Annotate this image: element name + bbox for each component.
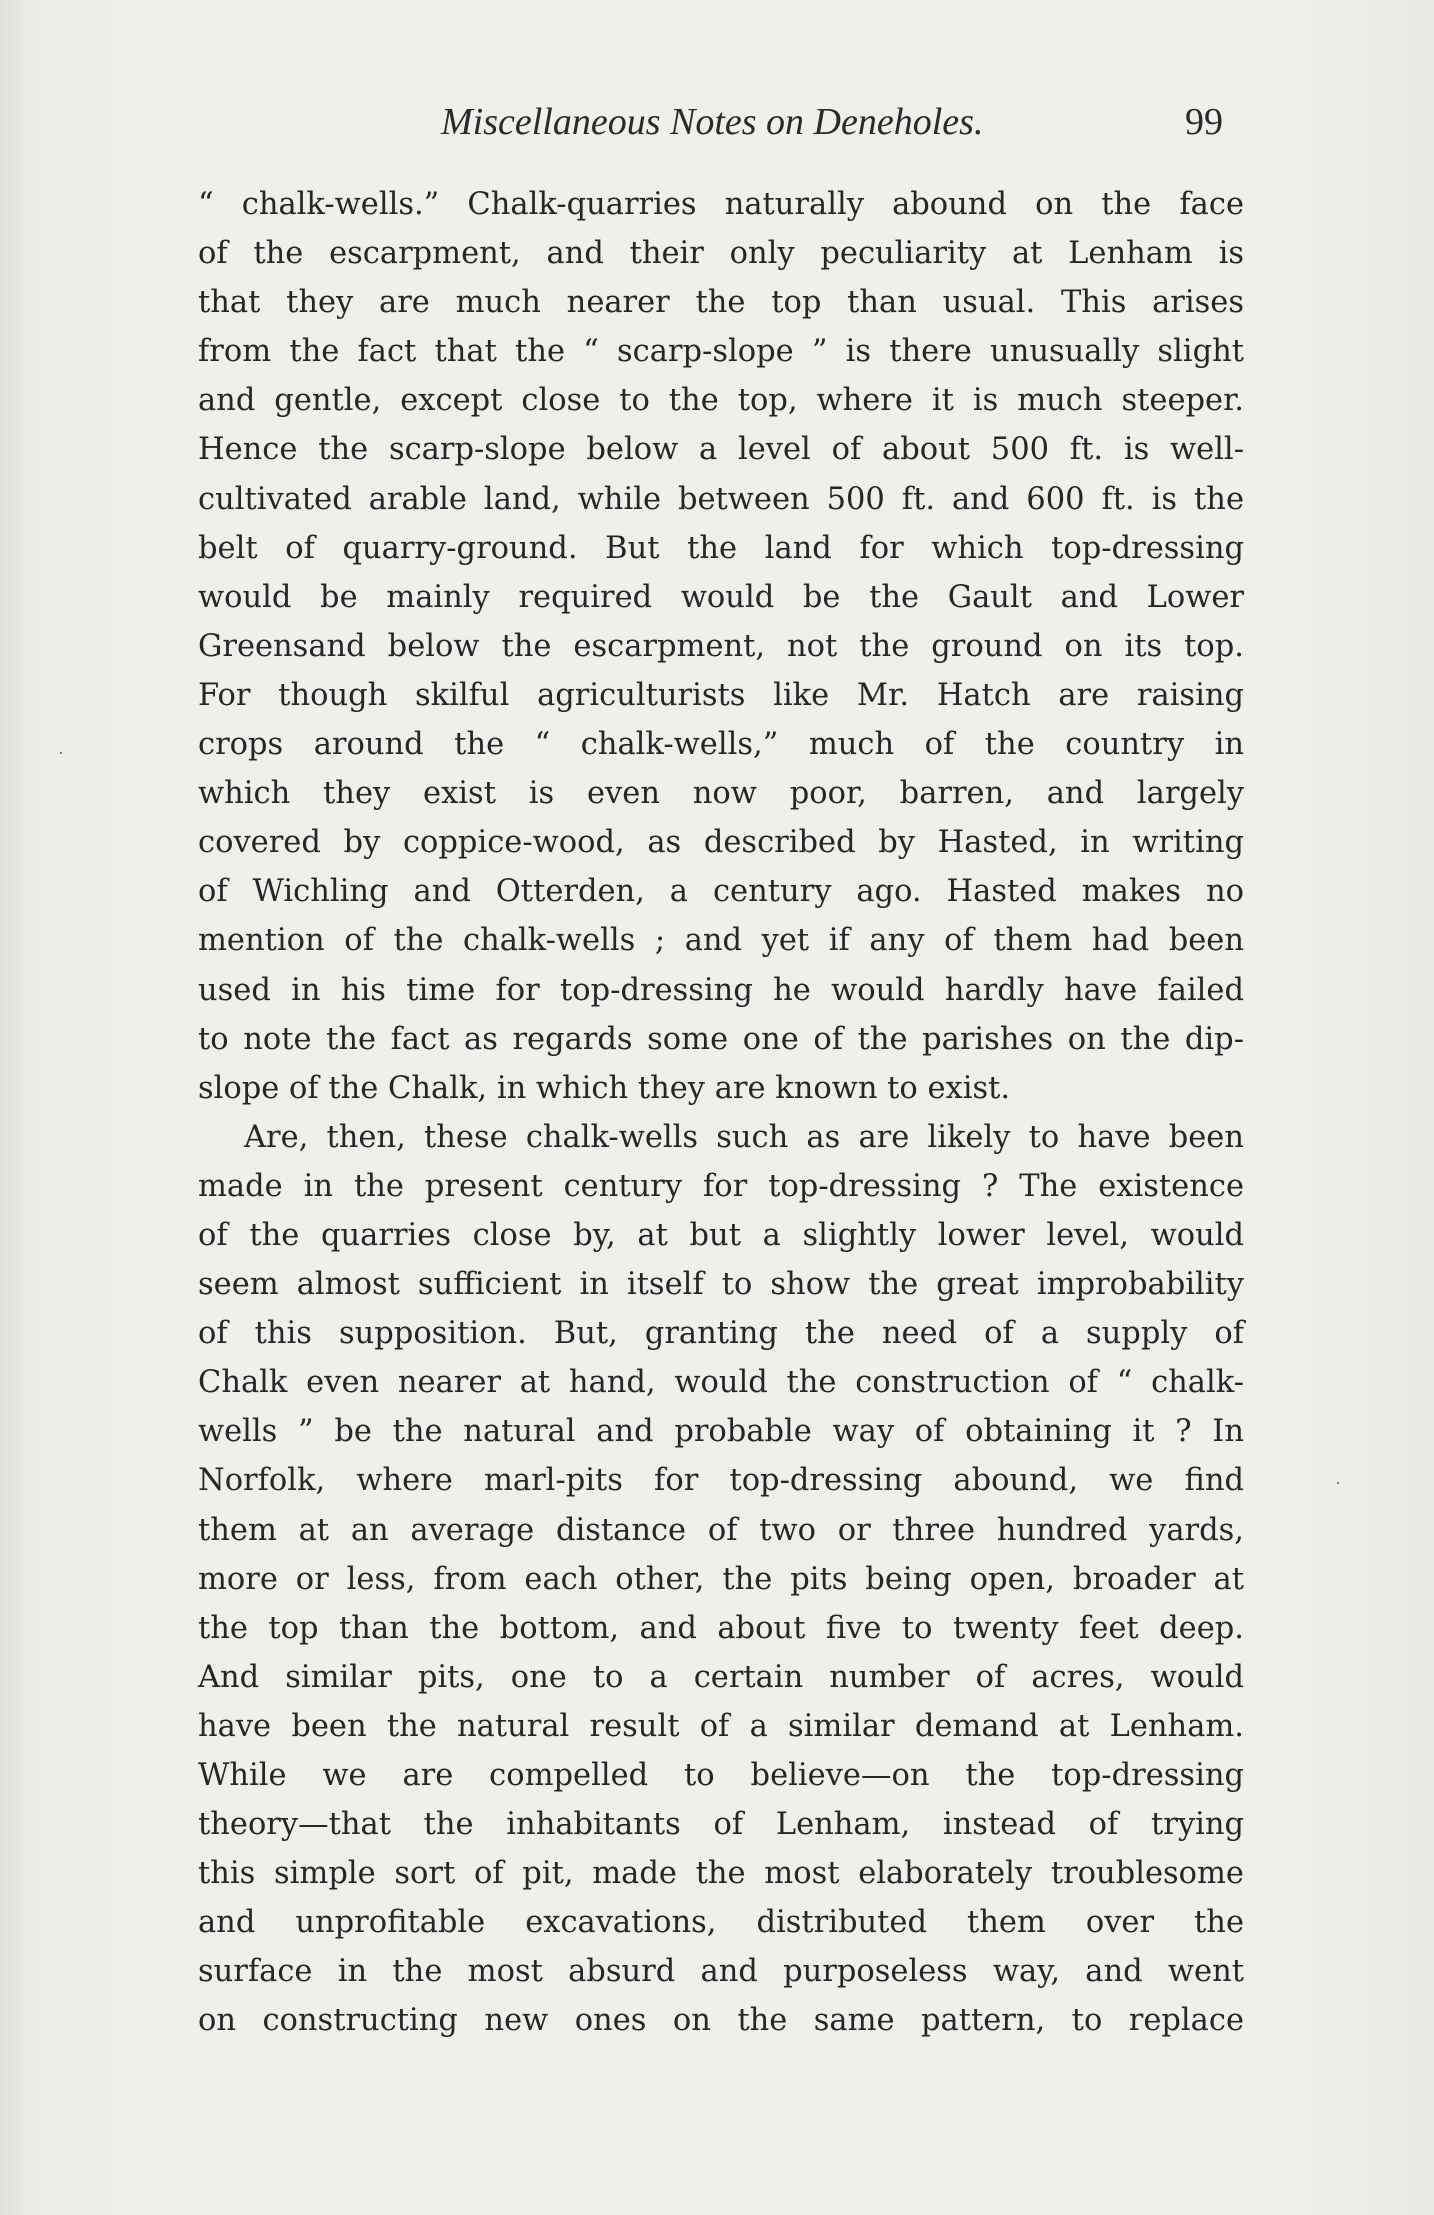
text-line: crops around the “ chalk-wells,” much of the country in [198, 727, 1244, 763]
page-number: 99 [1185, 101, 1223, 143]
text-line: Greensand below the escarpment, not the ground on its top. [198, 628, 1244, 664]
text-line: For though skilful agriculturists like Mr. Hatch are raising [198, 677, 1244, 713]
text-line: theory—that the inhabitants of Lenham, instead of trying [198, 1807, 1244, 1843]
text-line: cultivated arable land, while between 500 ft. and 600 ft. is the [198, 481, 1244, 517]
text-line: made in the present century for top-dressing ? The existence [198, 1168, 1244, 1204]
text-line: wells ” be the natural and probable way of obtaining it ? In [198, 1414, 1244, 1450]
paragraph-start-line: Are, then, these chalk-wells such as are likely to have been [244, 1119, 1244, 1155]
text-line: them at an average distance of two or three hundred yards, [198, 1512, 1244, 1548]
text-line: used in his time for top-dressing he would hardly have failed [198, 972, 1244, 1008]
text-line: “ chalk-wells.” Chalk-quarries naturally abound on the face [198, 187, 1244, 222]
paper-speck [60, 752, 62, 754]
paragraph-end-line: slope of the Chalk, in which they are known to exist. [198, 1070, 1011, 1106]
text-line: to note the fact as regards some one of the parishes on the dip- [198, 1021, 1244, 1057]
text-line: Hence the scarp-slope below a level of about 500 ft. is well- [198, 432, 1244, 468]
paper-speck [1337, 1482, 1339, 1484]
text-line: While we are compelled to believe—on the top-dressing [198, 1758, 1244, 1793]
text-line: on constructing new ones on the same pattern, to replace [198, 2003, 1244, 2039]
text-line: would be mainly required would be the Gault and Lower [198, 579, 1244, 615]
text-line: covered by coppice-wood, as described by Hasted, in writing [198, 825, 1244, 861]
text-line: this simple sort of pit, made the most elaborately troublesome [198, 1856, 1244, 1892]
text-line: of the quarries close by, at but a slightly lower level, would [198, 1217, 1244, 1253]
text-line: have been the natural result of a similar demand at Lenham. [198, 1708, 1244, 1744]
text-line: Chalk even nearer at hand, would the construction of “ chalk- [198, 1365, 1244, 1401]
text-line: belt of quarry-ground. But the land for which top-dressing [198, 530, 1244, 566]
text-line: more or less, from each other, the pits being open, broader at [198, 1561, 1244, 1597]
text-line: that they are much nearer the top than usual. This arises [198, 285, 1244, 321]
text-line: of Wichling and Otterden, a century ago. Hasted makes no [198, 874, 1244, 910]
text-line: And similar pits, one to a certain number of acres, would [198, 1659, 1244, 1695]
text-line: of the escarpment, and their only peculiarity at Lenham is [198, 236, 1244, 272]
text-line: which they exist is even now poor, barren, and largely [198, 776, 1244, 812]
text-line: seem almost sufficient in itself to show the great improbability [198, 1267, 1244, 1303]
body-text [198, 180, 1244, 2046]
text-line: and gentle, except close to the top, where it is much steeper. [198, 383, 1244, 419]
text-line: of this supposition. But, granting the need of a supply of [198, 1316, 1244, 1352]
text-line: mention of the chalk-wells ; and yet if any of them had been [198, 923, 1244, 959]
text-line: and unprofitable excavations, distributed them over the [198, 1905, 1244, 1941]
text-line: from the fact that the “ scarp-slope ” is there unusually slight [198, 334, 1244, 370]
running-title: Miscellaneous Notes on Deneholes. [441, 101, 984, 143]
text-line: the top than the bottom, and about five to twenty feet deep. [198, 1610, 1244, 1646]
page-header [0, 97, 1434, 157]
text-line: Norfolk, where marl-pits for top-dressing abound, we find [198, 1463, 1244, 1499]
text-line: surface in the most absurd and purposeless way, and went [198, 1954, 1244, 1990]
